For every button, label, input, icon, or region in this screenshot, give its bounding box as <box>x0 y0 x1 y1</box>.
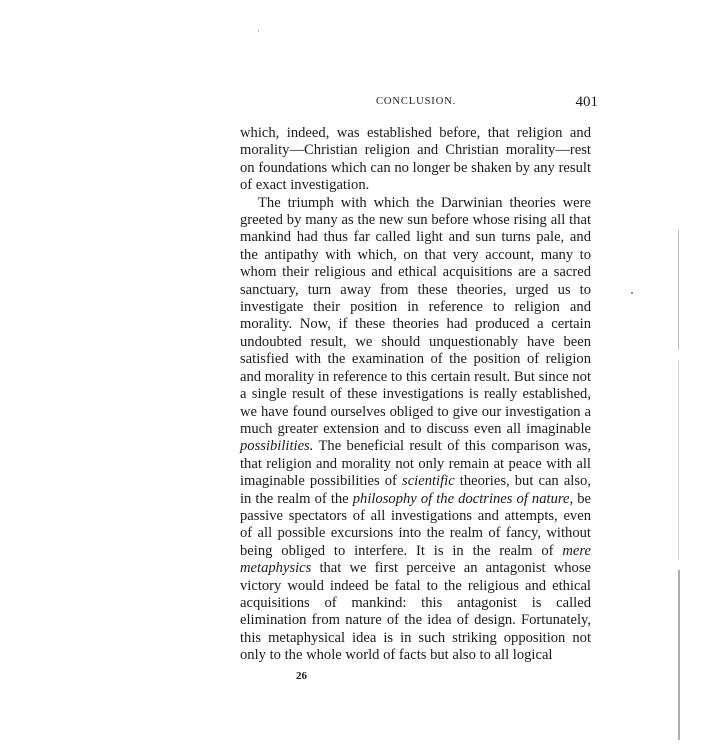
binding-gutter-shadow <box>678 360 679 560</box>
text-run: The beneficial result of this comparison was, that religion and morality not only remain at peace with all imaginable possibilities of <box>240 438 591 490</box>
paper-speck <box>258 30 259 32</box>
page-header <box>240 94 598 112</box>
binding-gutter-shadow <box>678 570 680 740</box>
body-text <box>240 125 591 665</box>
running-head: CONCLUSION. <box>376 96 457 107</box>
text-run: The triumph with which the Darwinian theories were greeted by many as the new sun before whose rising all that mankind had thus far called light and sun turns pale, and the antipathy with which, on that very account, many to whom their religious and ethical acquisitions are a sacred sanctuary, turn away from these theories, urged us to investigate their position in reference to religion and morality. Now, if these theories had produced a certain undoubted result, we should unquestionably have been satisfied with the examination of the position of religion and morality in reference to this certain result. But since not a single result of these investigations is really established, we have found ourselves obliged to give our investigation a much greater extension and to discuss even all imaginable <box>240 194 591 437</box>
italic-phrase: scientific <box>402 473 455 490</box>
italic-phrase: philosophy of the doctrines of nature, <box>352 490 574 507</box>
text-run: that we first perceive an antagonist whose victory would indeed be fatal to the religious and ethical acquisitions of mankind: this antagonist is called elimination from nature of the idea of design. Fortunately, this metaphysical idea is in such striking opposition not only to the whole world of facts but also to all logical <box>240 560 591 664</box>
italic-phrase: possibilities. <box>240 438 314 455</box>
page-number: 401 <box>575 94 598 110</box>
printer-signature: 26 <box>296 670 307 682</box>
paper-speck <box>631 292 633 294</box>
text-run: theories, but can also, in the realm of the <box>240 473 591 507</box>
paragraph <box>240 195 591 665</box>
paragraph <box>240 125 591 195</box>
italic-phrase: mere metaphysics <box>240 542 591 577</box>
binding-gutter-shadow <box>678 230 679 350</box>
text-run: be passive spectators of all investigations and attempts, even of all possible excursions into the realm of fancy, without being obliged to interfere. It is in the realm of <box>240 490 591 559</box>
text-run: which, indeed, was established before, that religion and morality—Christian religion and Christian morality—rest on foundations which can no longer be shaken by any result of exact investigation. <box>240 125 591 194</box>
